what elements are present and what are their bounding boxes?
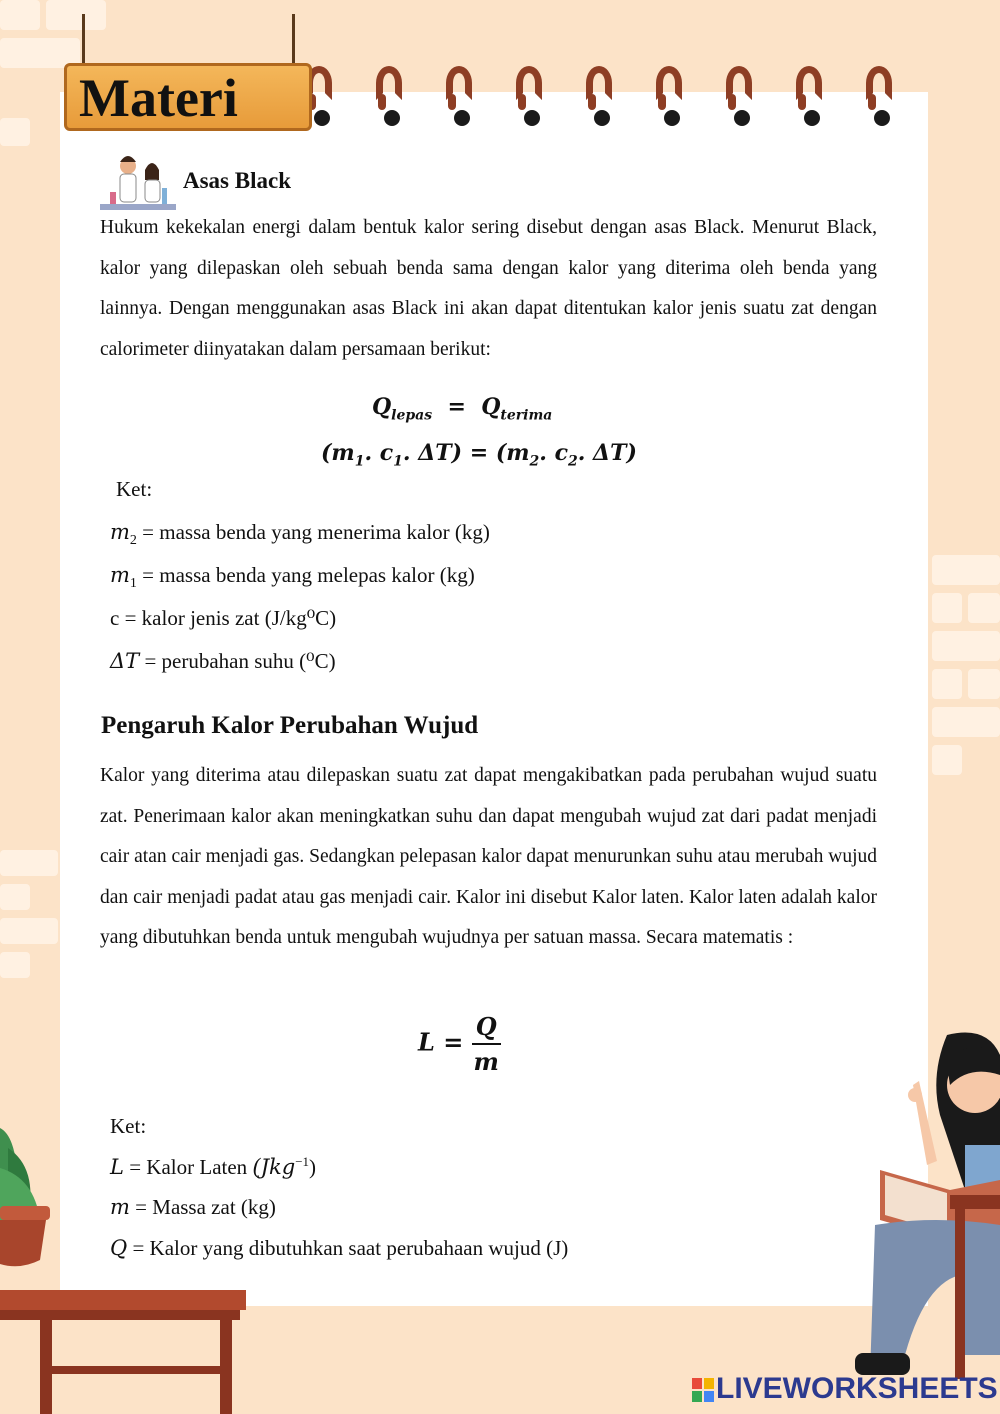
liveworksheets-logo [692,1372,998,1406]
black-equation-2: ($m_1$. $c_1$. $\Delta T) = (m_2$. $c_2$. ΔT) [321,440,637,470]
ket-item-m1: $m_1$ = massa benda yang melepas kalor (kg) [110,563,475,592]
section-heading-pengaruh-kalor: Pengaruh Kalor Perubahan Wujud [101,712,479,739]
ket-label-2: Ket: [110,1114,147,1138]
pengaruh-kalor-paragraph: Kalor yang diterima atau dilepaskan suatu zat dapat mengakibatkan pada perubahan wujud suatu zat. Penerimaan kalor akan meningkatkan suhu dan dapat mengubah wujud zat dari padat menjadi cair atan cair menjadi gas. Sedangkan pelepasan kalor dapat menurunkan suhu atau merubah wujud dan cair menjadi padat atau gas menjadi cair. Kalor ini disebut Kalor laten. Kalor laten adalah kalor yang dibutuhkan benda untuk mengubah wujudnya per satuan massa. Secara matematis : [100,765,877,948]
materi-sign [64,63,312,131]
sign-rope-left [82,14,85,66]
ket-item-m2: $m_2$ = massa benda yang menerima kalor (kg) [110,520,490,549]
section-heading-asas-black: Asas Black [183,168,291,193]
scientists-illustration [98,152,178,214]
ket-item-L: L = Kalor Laten (Jkg$^{-1}$) [110,1154,317,1179]
watermark-text: LIVEWORKSHEETS [716,1372,998,1405]
asas-black-paragraph: Hukum kekekalan energi dalam bentuk kalor sering disebut dengan asas Black. Menurut Black, kalor yang dilepaskan oleh sebuah benda sama dengan kalor yang diterima oleh benda yang lainnya. Dengan menggunakan asas Black ini akan dapat ditentukan kalor jenis suatu zat dengan calorimeter diinyatakan dalam persamaan berikut: [100,217,877,360]
liveworksheets-icon [692,1378,714,1402]
black-equation-1: $Q_{lepas} = Q_{terima}$ [372,394,553,424]
ket-label-1: Ket: [116,477,153,501]
ket-item-c: c = kalor jenis zat (J/kg⁰C) [110,606,337,630]
ket-item-m: m = Massa zat (kg) [110,1195,276,1219]
latent-heat-formula: L = $\frac{Q}{m}$ [418,1012,499,1076]
plant-illustration [0,1108,56,1273]
ket-item-delta-t: ΔT = perubahan suhu (⁰C) [110,649,336,673]
ket-item-Q: Q = Kalor yang dibutuhkan saat perubahaan wujud (J) [110,1236,569,1260]
sign-rope-right [292,14,295,66]
sign-title: Materi [79,68,238,128]
girl-reading-illustration [855,1025,1000,1385]
table-illustration [0,1286,250,1414]
